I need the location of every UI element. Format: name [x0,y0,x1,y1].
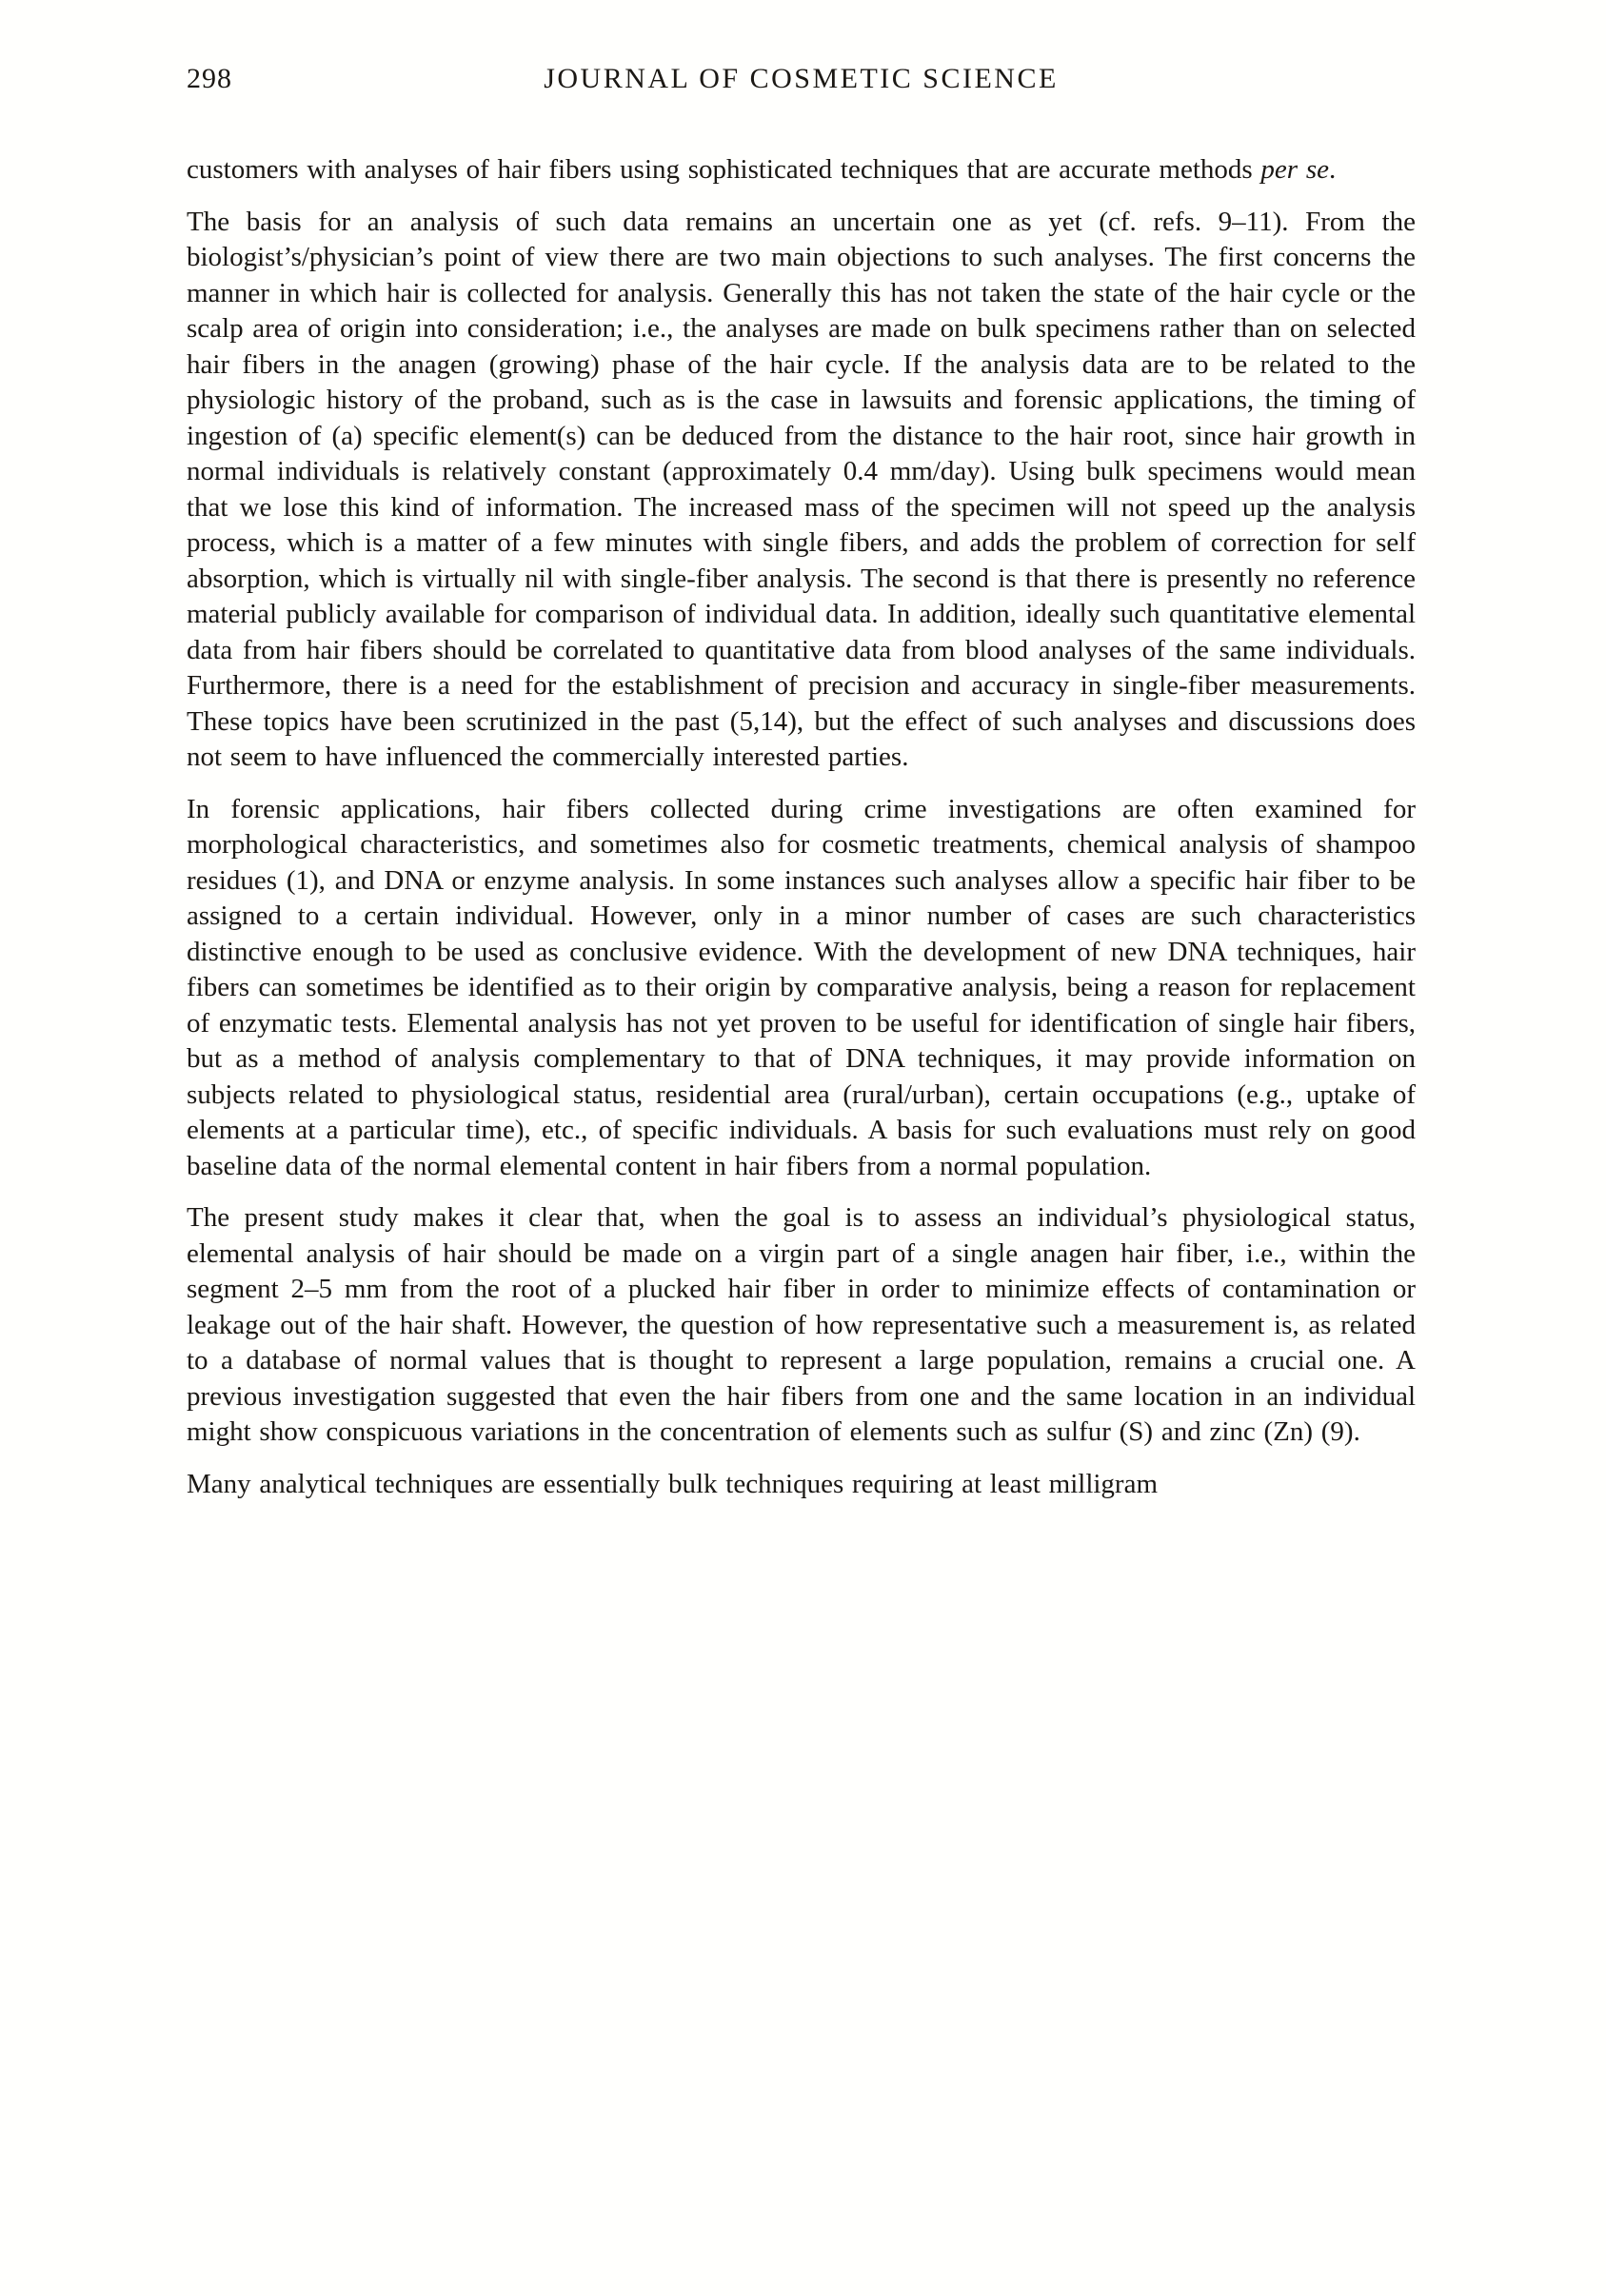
paragraph-present-study: The present study makes it clear that, when the goal is to assess an individual’s physiological status, elemental analysis of hair should be made on a virgin part of a single anagen hair fiber, i.e., within the segment 2–5 mm from the root of a plucked hair fiber in order to minimize effects of contamination or leakage out of the hair shaft. However, the question of how representative such a measurement is, as related to a database of normal values that is thought to represent a large population, remains a crucial one. A previous investigation suggested that even the hair fibers from one and the same location in an individual might show conspicuous variations in the concentration of elements such as sulfur (S) and zinc (Zn) (9). [187,1202,1416,1447]
page-number: 298 [187,63,232,94]
journal-title: JOURNAL OF COSMETIC SCIENCE [544,63,1059,94]
paragraph-continuation [187,152,1416,188]
paragraph-analytical-techniques: Many analytical techniques are essentially bulk techniques requiring at least milligram [187,1468,1159,1499]
paragraph-forensic-applications: In forensic applications, hair fibers collected during crime investigations are often examined for morphological characteristics, and sometimes also for cosmetic treatments, chemical analysis of shampoo residues (1), and DNA or enzyme analysis. In some instances such analyses allow a specific hair fiber to be assigned to a certain individual. However, only in a minor number of cases are such characteristics distinctive enough to be used as conclusive evidence. With the development of new DNA techniques, hair fibers can sometimes be identified as to their origin by comparative analysis, being a reason for replacement of enzymatic tests. Elemental analysis has not yet proven to be useful for identification of single hair fibers, but as a method of analysis complementary to that of DNA techniques, it may provide information on subjects related to physiological status, residential area (rural/urban), certain occupations (e.g., uptake of elements at a particular time), etc., of specific individuals. A basis for such evaluations must rely on good baseline data of the normal elemental content in hair fibers from a normal population. [187,793,1416,1181]
paragraph-continuation-italic-phrase: per se [1260,154,1329,185]
paragraph-continuation-tail: . [1329,154,1337,185]
page-header [187,63,1416,103]
article-body [187,152,1416,1502]
paragraph-continuation-lead: customers with analyses of hair fibers using sophisticated techniques that are accurate methods [187,154,1261,185]
paragraph-analysis-basis: The basis for an analysis of such data remains an uncertain one as yet (cf. refs. 9–11). From the biologist’s/physician’s point of view there are two main objections to such analyses. The first concerns the manner in which hair is collected for analysis. Generally this has not taken the state of the hair cycle or the scalp area of origin into consideration; i.e., the analyses are made on bulk specimens rather than on selected hair fibers in the anagen (growing) phase of the hair cycle. If the analysis data are to be related to the physiologic history of the proband, such as is the case in lawsuits and forensic applications, the timing of ingestion of (a) specific element(s) can be deduced from the distance to the hair root, since hair growth in normal individuals is relatively constant (approximately 0.4 mm/day). Using bulk specimens would mean that we lose this kind of information. The increased mass of the specimen will not speed up the analysis process, which is a matter of a few minutes with single fibers, and adds the problem of correction for self absorption, which is virtually nil with single-fiber analysis. The second is that there is presently no reference material publicly available for comparison of individual data. In addition, ideally such quantitative elemental data from hair fibers should be correlated to quantitative data from blood analyses of the same individuals. Furthermore, there is a need for the establishment of precision and accuracy in single-fiber measurements. These topics have been scrutinized in the past (5,14), but the effect of such analyses and discussions does not seem to have influenced the commercially interested parties. [187,206,1416,772]
